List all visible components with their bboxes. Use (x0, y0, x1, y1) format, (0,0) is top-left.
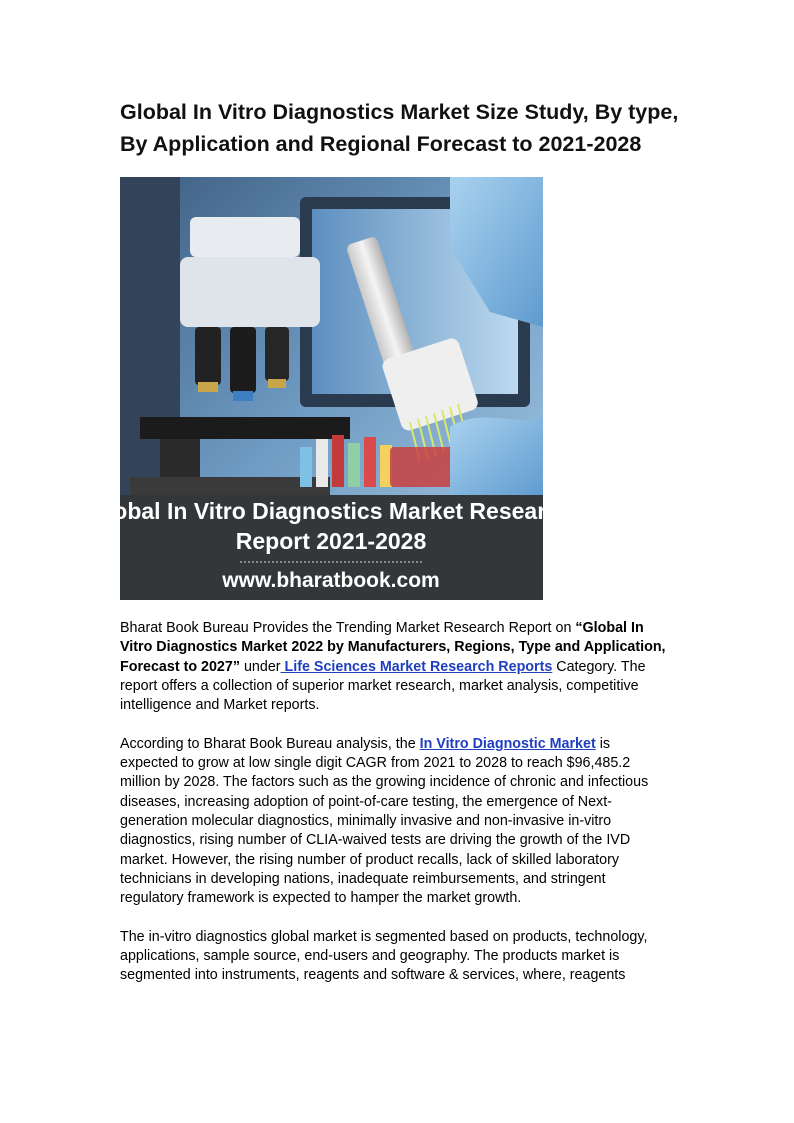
text-line: intelligence and Market reports. (120, 697, 320, 714)
text-line: regulatory framework is expected to hamper the market growth. (120, 890, 522, 907)
title-line-1: Global In Vitro Diagnostics Market Size Study, By type, (120, 100, 679, 124)
paragraph-analysis (120, 735, 680, 909)
text-line: technicians in developing nations, inadequate reimbursements, and stringent (120, 870, 606, 887)
text-segment: under (240, 658, 281, 675)
text-segment: Category. The (552, 658, 646, 675)
text-line: market. However, the rising number of product recalls, lack of skilled laboratory (120, 851, 620, 868)
text-line: million by 2028. The factors such as the growing incidence of chronic and infectious (120, 774, 649, 791)
text-line: The in-vitro diagnostics global market is segmented based on products, technology, (120, 928, 648, 945)
article-body (120, 619, 680, 986)
in-vitro-diagnostic-market-link[interactable]: In Vitro Diagnostic Market (419, 735, 596, 752)
text-line: diseases, increasing adoption of point-of-care testing, the emergence of Next- (120, 793, 612, 810)
banner-line-1: Global In Vitro Diagnostics Market Research (89, 498, 573, 524)
text-line: expected to grow at low single digit CAGR from 2021 to 2028 to reach $96,485.2 (120, 755, 631, 772)
report-title-bold: Forecast to 2027” (120, 658, 240, 675)
page-title (120, 96, 700, 160)
title-line-2: By Application and Regional Forecast to 2021-2028 (120, 132, 642, 156)
banner-line-2: Report 2021-2028 (235, 528, 427, 554)
text-segment: According to Bharat Book Bureau analysis, the (120, 735, 420, 752)
hero-image (89, 177, 573, 600)
text-line: report offers a collection of superior market research, market analysis, competitive (120, 677, 639, 694)
text-line: applications, sample source, end-users and geography. The products market is (120, 948, 620, 965)
paragraph-intro (120, 619, 680, 715)
text-line: diagnostics, rising number of CLIA-waived tests are driving the growth of the IVD (120, 832, 631, 849)
text-segment: is (595, 735, 611, 752)
paragraph-segmentation (120, 928, 680, 986)
text-line: generation molecular diagnostics, minimally invasive and non-invasive in-vitro (120, 812, 612, 829)
report-title-bold: Vitro Diagnostics Market 2022 by Manufacturers, Regions, Type and Application, (120, 639, 666, 656)
banner-url: www.bharatbook.com (222, 569, 440, 592)
text-line: segmented into instruments, reagents and software & services, where, reagents (120, 967, 626, 984)
text-segment: Bharat Book Bureau Provides the Trending Market Research Report on (120, 620, 576, 636)
report-title-bold: “Global In (575, 620, 644, 636)
life-sciences-reports-link[interactable]: Life Sciences Market Research Reports (280, 658, 553, 675)
